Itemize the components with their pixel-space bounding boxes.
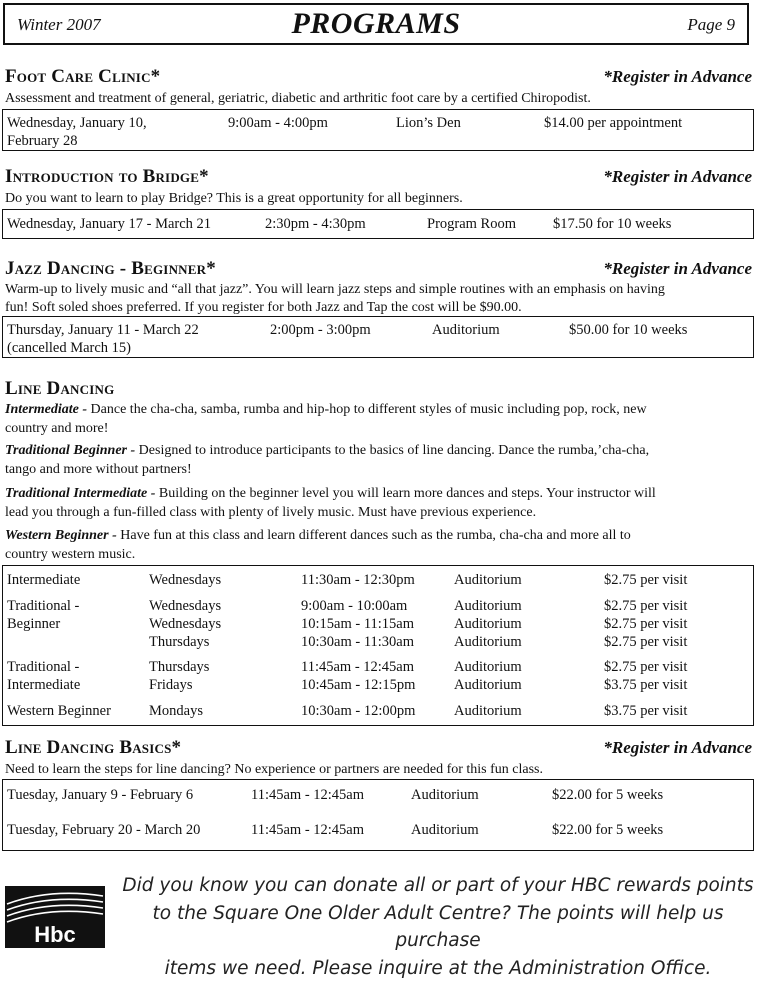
schedule-cost: $2.75 per visit <box>604 571 687 590</box>
schedule-time: 9:00am - 10:00am <box>301 597 407 616</box>
schedule-time: 10:45am - 12:15pm <box>301 676 415 695</box>
hbc-logo <box>5 886 105 948</box>
schedule-time: 10:30am - 11:30am <box>301 633 414 652</box>
jazz-title: Jazz Dancing - Beginner* <box>5 258 216 280</box>
schedule-location: Auditorium <box>454 633 522 652</box>
jazz-cost: $50.00 for 10 weeks <box>569 321 687 339</box>
schedule-cost: $2.75 per visit <box>604 615 687 634</box>
foot-care-location: Lion’s Den <box>396 114 461 132</box>
schedule-cost: $3.75 per visit <box>604 702 687 721</box>
schedule-day: Wednesdays <box>149 615 221 634</box>
basics-location: Auditorium <box>411 786 479 804</box>
schedule-day: Fridays <box>149 676 193 695</box>
schedule-location: Auditorium <box>454 658 522 677</box>
schedule-level: Beginner <box>7 615 60 634</box>
bridge-description: Do you want to learn to play Bridge? This is a great opportunity for all beginners. <box>5 190 753 208</box>
schedule-location: Auditorium <box>454 702 522 721</box>
notice-line: to the Square One Older Adult Centre? The points will help us purchase <box>118 900 758 955</box>
line-dancing-intermediate-desc: Intermediate - Dance the cha-cha, samba, rumba and hip-hop to different styles of music including pop, rock, new country and more! <box>5 401 753 438</box>
foot-care-title: Foot Care Clinic* <box>5 66 160 88</box>
line-dancing-western-desc: Western Beginner - Have fun at this class and learn different dances such as the rumba, cha-cha and more all to country western music. <box>5 527 753 564</box>
bridge-register: *Register in Advance <box>603 167 752 187</box>
basics-register: *Register in Advance <box>603 738 752 758</box>
line-dancing-title: Line Dancing <box>5 378 114 400</box>
foot-care-date-1: Wednesday, January 10, <box>7 114 147 132</box>
foot-care-cost: $14.00 per appointment <box>544 114 682 132</box>
notice-line: Did you know you can donate all or part of your HBC rewards points <box>118 872 758 900</box>
schedule-day: Mondays <box>149 702 203 721</box>
level-label: Traditional Intermediate - <box>5 486 155 501</box>
schedule-level: Intermediate <box>7 571 80 590</box>
season-label: Winter 2007 <box>17 15 101 35</box>
schedule-cost: $2.75 per visit <box>604 658 687 677</box>
line-dancing-schedule <box>2 565 754 726</box>
jazz-note: (cancelled March 15) <box>7 339 131 357</box>
basics-cost: $22.00 for 5 weeks <box>552 786 663 804</box>
schedule-time: 10:15am - 11:15am <box>301 615 414 634</box>
schedule-time: 10:30am - 12:00pm <box>301 702 415 721</box>
hbc-logo-text: Hbc <box>34 922 76 947</box>
page-number: Page 9 <box>687 15 735 35</box>
bridge-title: Introduction to Bridge* <box>5 166 209 188</box>
schedule-location: Auditorium <box>454 615 522 634</box>
schedule-day: Wednesdays <box>149 571 221 590</box>
jazz-location: Auditorium <box>432 321 500 339</box>
schedule-level: Intermediate <box>7 676 80 695</box>
basics-title: Line Dancing Basics* <box>5 737 181 759</box>
basics-cost: $22.00 for 5 weeks <box>552 821 663 839</box>
page-title: PROGRAMS <box>5 7 747 41</box>
hbc-rewards-notice <box>118 872 758 982</box>
foot-care-description: Assessment and treatment of general, geriatric, diabetic and arthritic foot care by a certified Chiropodist. <box>5 90 753 108</box>
schedule-time: 11:45am - 12:45am <box>301 658 414 677</box>
schedule-location: Auditorium <box>454 571 522 590</box>
bridge-location: Program Room <box>427 215 516 233</box>
basics-location: Auditorium <box>411 821 479 839</box>
jazz-dates: Thursday, January 11 - March 22 <box>7 321 199 339</box>
basics-dates: Tuesday, February 20 - March 20 <box>7 821 200 839</box>
foot-care-date-2: February 28 <box>7 132 77 150</box>
jazz-description-2: fun! Soft soled shoes preferred. If you register for both Jazz and Tap the cost will be $90.00. <box>5 299 753 317</box>
bridge-cost: $17.50 for 10 weeks <box>553 215 671 233</box>
basics-time: 11:45am - 12:45am <box>251 821 364 839</box>
bridge-time: 2:30pm - 4:30pm <box>265 215 366 233</box>
schedule-level: Western Beginner <box>7 702 111 721</box>
basics-dates: Tuesday, January 9 - February 6 <box>7 786 193 804</box>
schedule-day: Wednesdays <box>149 597 221 616</box>
basics-time: 11:45am - 12:45am <box>251 786 364 804</box>
bridge-dates: Wednesday, January 17 - March 21 <box>7 215 211 233</box>
notice-line: items we need. Please inquire at the Administration Office. <box>118 955 758 982</box>
schedule-cost: $2.75 per visit <box>604 597 687 616</box>
basics-description: Need to learn the steps for line dancing? No experience or partners are needed for this fun class. <box>5 761 753 779</box>
schedule-cost: $2.75 per visit <box>604 633 687 652</box>
jazz-time: 2:00pm - 3:00pm <box>270 321 371 339</box>
foot-care-details <box>2 109 754 151</box>
level-label: Traditional Beginner - <box>5 443 135 458</box>
level-label: Intermediate - <box>5 402 87 417</box>
jazz-details <box>2 316 754 358</box>
foot-care-time: 9:00am - 4:00pm <box>228 114 328 132</box>
schedule-cost: $3.75 per visit <box>604 676 687 695</box>
line-dancing-trad-beginner-desc: Traditional Beginner - Designed to introduce participants to the basics of line dancing. Dance the rumba,ʼcha-cha, tango and more without partners! <box>5 442 753 479</box>
basics-details <box>2 779 754 851</box>
schedule-day: Thursdays <box>149 633 209 652</box>
jazz-description-1: Warm-up to lively music and “all that jazz”. You will learn jazz steps and simple routines with an emphasis on having <box>5 281 753 299</box>
schedule-level: Traditional - <box>7 658 79 677</box>
schedule-level: Traditional - <box>7 597 79 616</box>
bridge-details <box>2 209 754 239</box>
schedule-location: Auditorium <box>454 676 522 695</box>
jazz-register: *Register in Advance <box>603 259 752 279</box>
level-label: Western Beginner - <box>5 528 117 543</box>
line-dancing-trad-intermediate-desc: Traditional Intermediate - Building on the beginner level you will learn more dances and steps. Your instructor will lead you through a fun-filled class with plenty of lively music. Must have previous experience. <box>5 485 753 522</box>
schedule-location: Auditorium <box>454 597 522 616</box>
schedule-day: Thursdays <box>149 658 209 677</box>
foot-care-register: *Register in Advance <box>603 67 752 87</box>
schedule-time: 11:30am - 12:30pm <box>301 571 415 590</box>
page-header <box>3 3 749 45</box>
